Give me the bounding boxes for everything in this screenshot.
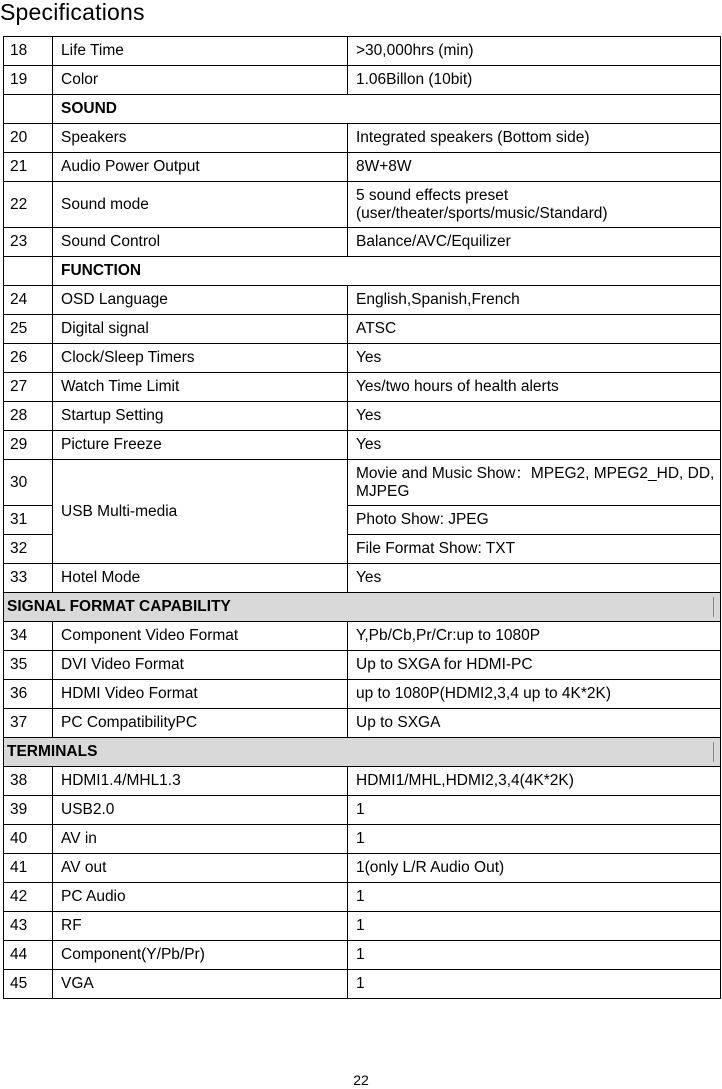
spec-name: Sound Control bbox=[53, 228, 348, 257]
row-number: 32 bbox=[4, 535, 53, 564]
row-number: 43 bbox=[4, 912, 53, 941]
spec-value: Yes bbox=[348, 344, 721, 373]
row-number: 31 bbox=[4, 506, 53, 535]
spec-value: ATSC bbox=[348, 315, 721, 344]
spec-value: 5 sound effects preset (user/theater/sports/music/Standard) bbox=[348, 182, 721, 228]
row-number: 42 bbox=[4, 883, 53, 912]
table-row bbox=[4, 228, 721, 257]
spec-name: Startup Setting bbox=[53, 402, 348, 431]
spec-value: Yes/two hours of health alerts bbox=[348, 373, 721, 402]
row-number: 24 bbox=[4, 286, 53, 315]
row-number: 22 bbox=[4, 182, 53, 228]
spec-value: 1 bbox=[348, 941, 721, 970]
spec-name: Digital signal bbox=[53, 315, 348, 344]
spec-name: Color bbox=[53, 66, 348, 95]
spec-name: Watch Time Limit bbox=[53, 373, 348, 402]
section-row bbox=[4, 95, 721, 124]
spec-value: Movie and Music Show：MPEG2, MPEG2_HD, DD, MJPEG bbox=[348, 460, 721, 506]
spec-value: Yes bbox=[348, 402, 721, 431]
spec-name: AV in bbox=[53, 825, 348, 854]
spec-name: AV out bbox=[53, 854, 348, 883]
table-row bbox=[4, 66, 721, 95]
spec-name: VGA bbox=[53, 970, 348, 999]
spec-value: Y,Pb/Cb,Pr/Cr:up to 1080P bbox=[348, 622, 721, 651]
spec-value: 1(only L/R Audio Out) bbox=[348, 854, 721, 883]
spec-value: 1 bbox=[348, 796, 721, 825]
table-row bbox=[4, 680, 721, 709]
row-number: 40 bbox=[4, 825, 53, 854]
table-row bbox=[4, 564, 721, 593]
spec-value: 1.06Billon (10bit) bbox=[348, 66, 721, 95]
spec-name: PC CompatibilityPC bbox=[53, 709, 348, 738]
row-number: 19 bbox=[4, 66, 53, 95]
section-heading: SOUND bbox=[53, 95, 721, 124]
spec-value: 1 bbox=[348, 912, 721, 941]
table-row bbox=[4, 970, 721, 999]
row-number: 35 bbox=[4, 651, 53, 680]
table-row bbox=[4, 825, 721, 854]
row-number: 36 bbox=[4, 680, 53, 709]
table-row bbox=[4, 796, 721, 825]
spec-value: Integrated speakers (Bottom side) bbox=[348, 124, 721, 153]
table-row bbox=[4, 651, 721, 680]
spec-value: 8W+8W bbox=[348, 153, 721, 182]
table-row bbox=[4, 37, 721, 66]
spec-value: HDMI1/MHL,HDMI2,3,4(4K*2K) bbox=[348, 767, 721, 796]
spec-value: 1 bbox=[348, 970, 721, 999]
spec-name: RF bbox=[53, 912, 348, 941]
spec-value: Up to SXGA bbox=[348, 709, 721, 738]
table-row bbox=[4, 767, 721, 796]
page-title: Specifications bbox=[0, 0, 145, 25]
row-number: 37 bbox=[4, 709, 53, 738]
row-number: 21 bbox=[4, 153, 53, 182]
row-number: 29 bbox=[4, 431, 53, 460]
row-number: 30 bbox=[4, 460, 53, 506]
table-row bbox=[4, 622, 721, 651]
section-heading: FUNCTION bbox=[53, 257, 721, 286]
spec-value: 1 bbox=[348, 883, 721, 912]
table-row bbox=[4, 182, 721, 228]
row-number: 41 bbox=[4, 854, 53, 883]
spec-value: 1 bbox=[348, 825, 721, 854]
spec-value: Photo Show: JPEG bbox=[348, 506, 721, 535]
section-empty-cell bbox=[4, 95, 53, 124]
spec-name: USB Multi-media bbox=[53, 460, 348, 564]
spec-name: PC Audio bbox=[53, 883, 348, 912]
row-number: 26 bbox=[4, 344, 53, 373]
spec-value: Balance/AVC/Equilizer bbox=[348, 228, 721, 257]
spec-name: Sound mode bbox=[53, 182, 348, 228]
table-row bbox=[4, 344, 721, 373]
table-row bbox=[4, 709, 721, 738]
spec-value: >30,000hrs (min) bbox=[348, 37, 721, 66]
section-heading: SIGNAL FORMAT CAPABILITY bbox=[4, 593, 721, 622]
spec-name: USB2.0 bbox=[53, 796, 348, 825]
spec-value: File Format Show: TXT bbox=[348, 535, 721, 564]
spec-name: HDMI Video Format bbox=[53, 680, 348, 709]
table-row bbox=[4, 373, 721, 402]
row-number: 38 bbox=[4, 767, 53, 796]
table-row bbox=[4, 854, 721, 883]
section-empty-cell bbox=[4, 257, 53, 286]
spec-name: Component Video Format bbox=[53, 622, 348, 651]
section-row bbox=[4, 257, 721, 286]
table-row bbox=[4, 883, 721, 912]
row-number: 39 bbox=[4, 796, 53, 825]
spec-name: Hotel Mode bbox=[53, 564, 348, 593]
section-row bbox=[4, 593, 721, 622]
spec-value: English,Spanish,French bbox=[348, 286, 721, 315]
specifications-table bbox=[3, 36, 721, 999]
table-row bbox=[4, 286, 721, 315]
row-number: 23 bbox=[4, 228, 53, 257]
spec-name: OSD Language bbox=[53, 286, 348, 315]
row-number: 45 bbox=[4, 970, 53, 999]
spec-name: Component(Y/Pb/Pr) bbox=[53, 941, 348, 970]
row-number: 34 bbox=[4, 622, 53, 651]
section-row bbox=[4, 738, 721, 767]
page-number: 22 bbox=[353, 1072, 369, 1088]
table-row bbox=[4, 941, 721, 970]
table-row bbox=[4, 912, 721, 941]
spec-value: Up to SXGA for HDMI-PC bbox=[348, 651, 721, 680]
table-row bbox=[4, 460, 721, 506]
spec-value: Yes bbox=[348, 431, 721, 460]
spec-name: Audio Power Output bbox=[53, 153, 348, 182]
row-number: 18 bbox=[4, 37, 53, 66]
table-row bbox=[4, 315, 721, 344]
spec-name: DVI Video Format bbox=[53, 651, 348, 680]
row-number: 20 bbox=[4, 124, 53, 153]
spec-name: Clock/Sleep Timers bbox=[53, 344, 348, 373]
spec-name: Picture Freeze bbox=[53, 431, 348, 460]
spec-value: up to 1080P(HDMI2,3,4 up to 4K*2K) bbox=[348, 680, 721, 709]
row-number: 44 bbox=[4, 941, 53, 970]
table-row bbox=[4, 153, 721, 182]
section-heading: TERMINALS bbox=[4, 738, 721, 767]
spec-name: Speakers bbox=[53, 124, 348, 153]
table-row bbox=[4, 402, 721, 431]
spec-name: Life Time bbox=[53, 37, 348, 66]
row-number: 27 bbox=[4, 373, 53, 402]
table-row bbox=[4, 124, 721, 153]
spec-name: HDMI1.4/MHL1.3 bbox=[53, 767, 348, 796]
row-number: 25 bbox=[4, 315, 53, 344]
row-number: 33 bbox=[4, 564, 53, 593]
spec-value: Yes bbox=[348, 564, 721, 593]
table-row bbox=[4, 431, 721, 460]
row-number: 28 bbox=[4, 402, 53, 431]
